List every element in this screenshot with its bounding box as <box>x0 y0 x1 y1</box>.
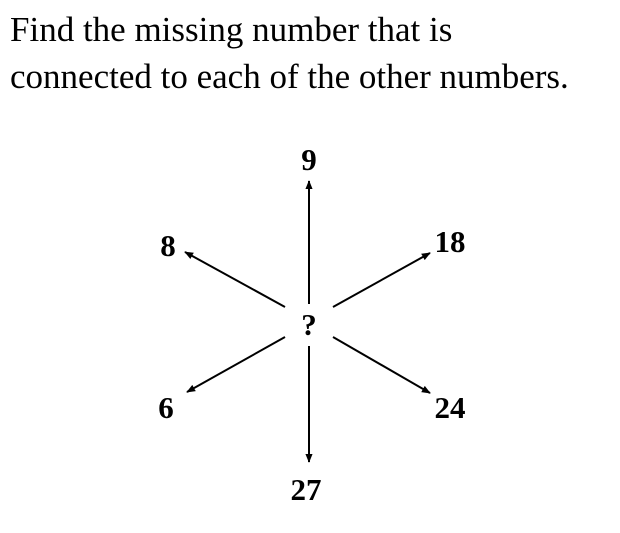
arrow-lower-left <box>187 337 285 392</box>
arrow-upper-right <box>333 253 430 307</box>
number-upper-left: 8 <box>160 228 176 263</box>
question-line-2: connected to each of the other numbers. <box>10 57 569 96</box>
center-question-mark: ? <box>301 307 317 342</box>
number-top: 9 <box>301 142 317 177</box>
number-bottom: 27 <box>290 472 322 507</box>
number-lower-left: 6 <box>158 390 174 425</box>
number-upper-right: 18 <box>434 224 466 259</box>
arrow-upper-left <box>185 252 285 307</box>
question-line-1: Find the missing number that is <box>10 10 453 49</box>
arrow-lower-right <box>333 337 430 393</box>
number-lower-right: 24 <box>434 390 466 425</box>
